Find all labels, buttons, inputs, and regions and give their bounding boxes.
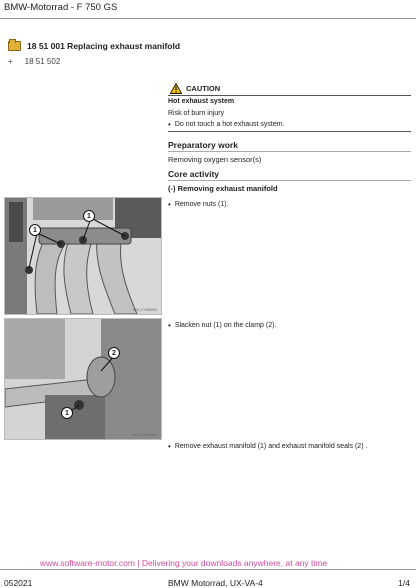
- preparatory-heading: Preparatory work: [168, 140, 238, 150]
- step-2: [168, 322, 276, 329]
- document-title: [8, 41, 180, 51]
- bullet-icon: •: [168, 321, 171, 330]
- figure-2-illustration: [5, 319, 161, 439]
- figure-2-code: H00_0T185090: [132, 433, 157, 437]
- bullet-icon: •: [168, 442, 171, 451]
- caution-bottom-divider: [168, 131, 411, 132]
- caution-instruction: [168, 121, 285, 128]
- header-title: BMW-Motorrad - F 750 GS: [4, 2, 118, 13]
- reference-prefix: +: [8, 57, 13, 66]
- caution-header: [170, 83, 220, 94]
- step-2-text: Slacken nut (1) on the clamp (2).: [174, 322, 277, 329]
- core-heading: Core activity: [168, 169, 220, 179]
- caution-heading: Hot exhaust system: [168, 98, 235, 105]
- figure-manifold-nuts: [4, 197, 162, 315]
- core-divider: [168, 180, 411, 181]
- footer-divider: [0, 569, 416, 570]
- document-title-text: 18 51 001 Replacing exhaust manifold: [27, 41, 181, 51]
- footer-banner: www.software-motor.com | Delivering your downloads anywhere, at any time: [40, 558, 328, 568]
- callout-1: 1: [83, 210, 95, 222]
- caution-label: CAUTION: [186, 84, 221, 93]
- step-3: [168, 443, 367, 450]
- footer-page-number: 1/4: [398, 578, 410, 588]
- figure-clamp-nut: [4, 318, 162, 440]
- core-subheading: (-) Removing exhaust manifold: [168, 184, 278, 193]
- reference-line: [8, 57, 60, 66]
- step-3-text: Remove exhaust manifold (1) and exhaust manifold seals (2) .: [174, 443, 368, 450]
- reference-number: 18 51 502: [24, 57, 61, 66]
- preparatory-divider: [168, 151, 411, 152]
- footer-date: 052021: [4, 578, 33, 588]
- caution-instruction-text: Do not touch a hot exhaust system.: [174, 121, 285, 128]
- callout-2: 2: [108, 347, 120, 359]
- footer-publisher: BMW Motorrad, UX-VA-4: [168, 578, 263, 588]
- bullet-icon: •: [168, 200, 171, 209]
- preparatory-item: Removing oxygen sensor(s): [168, 155, 262, 164]
- figure-1-code: H00_0T185090: [132, 308, 157, 312]
- callout-1: 1: [61, 407, 73, 419]
- caution-divider: [168, 95, 411, 96]
- folder-icon: [8, 41, 21, 51]
- step-1: [168, 201, 229, 208]
- callout-1: 1: [29, 224, 41, 236]
- caution-risk: Risk of burn injury: [168, 110, 225, 117]
- header-divider: [0, 18, 416, 19]
- bullet-icon: •: [168, 120, 171, 129]
- warning-triangle-icon: [170, 83, 182, 94]
- step-1-text: Remove nuts (1).: [174, 201, 229, 208]
